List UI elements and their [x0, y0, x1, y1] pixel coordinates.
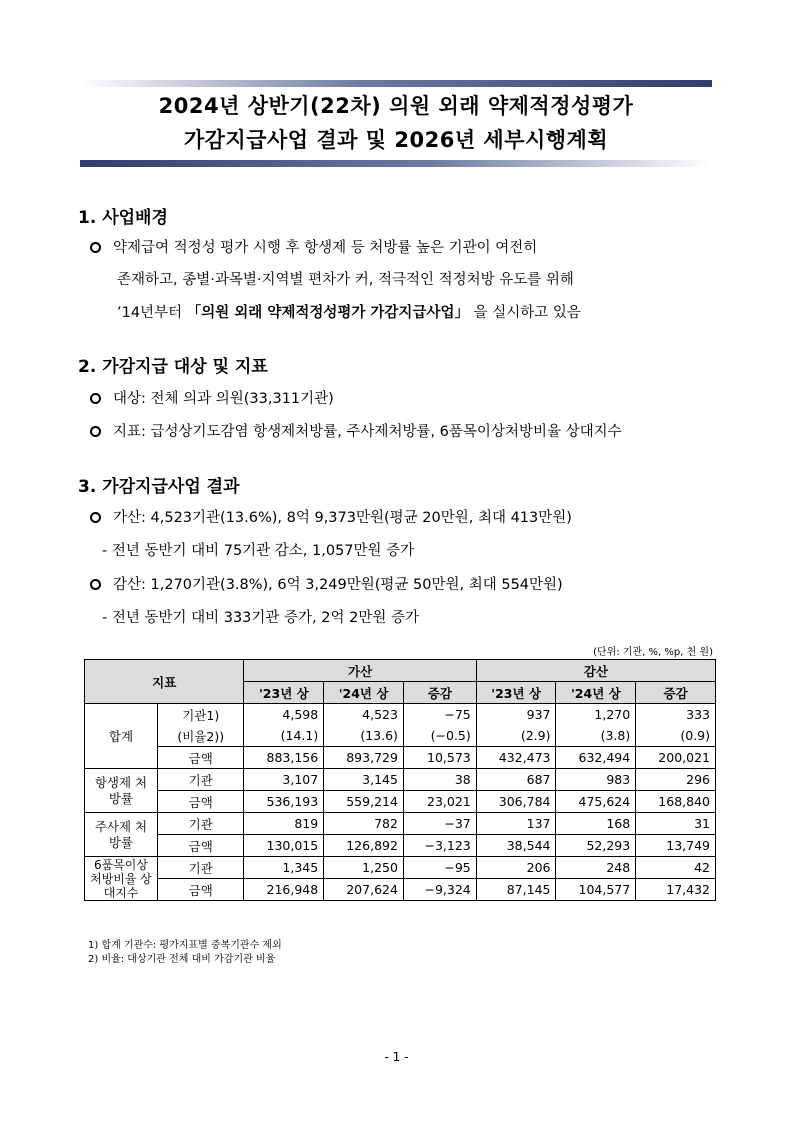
row-label: 기관	[158, 813, 244, 835]
section1-line3-pre: ’14년부터	[117, 305, 187, 321]
section3-heading: 3. 가감지급사업 결과	[78, 477, 240, 497]
th-indicator: 지표	[85, 660, 244, 704]
cell: 536,193	[244, 791, 324, 813]
section1-line2: 존재하고, 종별·과목별·지역별 편차가 커, 적극적인 적정처방 유도를 위해	[117, 272, 574, 288]
table-row	[85, 704, 716, 726]
row-label: 금액	[158, 879, 244, 901]
results-table	[84, 659, 716, 901]
row-label: (비율2))	[158, 725, 244, 747]
th-sub: '24년 상	[556, 682, 636, 704]
title-line-2: 가감지급사업 결과 및 2026년 세부시행계획	[183, 128, 609, 152]
title-top-bar	[80, 80, 712, 87]
cell: 31	[636, 813, 716, 835]
cell: 1,345	[244, 857, 324, 879]
bullet-circle-icon	[90, 426, 101, 437]
row-label: 금액	[158, 747, 244, 769]
cell: −95	[403, 857, 476, 879]
cell: 216,948	[244, 879, 324, 901]
bullet-circle-icon	[90, 512, 101, 523]
cell: 937	[476, 704, 556, 726]
th-sub: 증감	[636, 682, 716, 704]
cell: 3,107	[244, 769, 324, 791]
table-row	[85, 835, 716, 857]
cell: 296	[636, 769, 716, 791]
table-row	[85, 857, 716, 879]
cell: 87,145	[476, 879, 556, 901]
section3-minus-sub: - 전년 동반기 대비 333기관 증가, 2억 2만원 증가	[102, 610, 419, 626]
footnote-2: 2) 비율: 대상기관 전체 대비 가감기관 비율	[88, 954, 276, 965]
table-row	[85, 879, 716, 901]
group-label: 항생제 처방률	[85, 769, 158, 813]
cell: 207,624	[324, 879, 404, 901]
cell: 168	[556, 813, 636, 835]
row-label: 금액	[158, 835, 244, 857]
table-row	[85, 747, 716, 769]
page-number: - 1 -	[384, 1050, 409, 1064]
section2-target-text: 대상: 전체 의과 의원(33,311기관)	[113, 391, 334, 407]
th-sub: '23년 상	[476, 682, 556, 704]
cell: 104,577	[556, 879, 636, 901]
cell: 42	[636, 857, 716, 879]
cell: (3.8)	[556, 725, 636, 747]
table-row	[85, 791, 716, 813]
cell: 1,250	[324, 857, 404, 879]
cell: 248	[556, 857, 636, 879]
th-sub: '23년 상	[244, 682, 324, 704]
table-row	[85, 769, 716, 791]
cell: 17,432	[636, 879, 716, 901]
group-label: 합계	[85, 704, 158, 769]
title-line-1: 2024년 상반기(22차) 의원 외래 약제적정성평가	[158, 94, 634, 118]
cell: 687	[476, 769, 556, 791]
cell: 883,156	[244, 747, 324, 769]
cell: −3,123	[403, 835, 476, 857]
cell: 38,544	[476, 835, 556, 857]
th-plus: 가산	[244, 660, 476, 682]
th-sub: 증감	[403, 682, 476, 704]
cell: (14.1)	[244, 725, 324, 747]
cell: 23,021	[403, 791, 476, 813]
section1-program-name: 「의원 외래 약제적정성평가 가감지급사업」	[186, 305, 469, 321]
cell: (2.9)	[476, 725, 556, 747]
cell: 782	[324, 813, 404, 835]
cell: 38	[403, 769, 476, 791]
cell: 432,473	[476, 747, 556, 769]
bullet-circle-icon	[90, 393, 101, 404]
section3-plus	[90, 506, 572, 527]
cell: 1,270	[556, 704, 636, 726]
row-label: 기관	[158, 857, 244, 879]
cell: 3,145	[324, 769, 404, 791]
cell: 168,840	[636, 791, 716, 813]
cell: 4,523	[324, 704, 404, 726]
section2-indicator	[90, 420, 622, 441]
cell: 137	[476, 813, 556, 835]
section1-line3-post: 을 실시하고 있음	[468, 305, 581, 321]
bullet-circle-icon	[90, 579, 101, 590]
group-label: 주사제 처방률	[85, 813, 158, 857]
cell: −75	[403, 704, 476, 726]
footnote-1: 1) 합계 기관수: 평가지표별 중복기관수 제외	[88, 940, 282, 951]
cell: 559,214	[324, 791, 404, 813]
th-minus: 감산	[476, 660, 715, 682]
cell: 130,015	[244, 835, 324, 857]
title-box	[80, 80, 712, 168]
cell: −9,324	[403, 879, 476, 901]
table-row	[85, 813, 716, 835]
section1-line1	[90, 236, 537, 257]
cell: 52,293	[556, 835, 636, 857]
section1-text1: 약제급여 적정성 평가 시행 후 항생제 등 처방률 높은 기관이 여전히	[113, 240, 538, 256]
section2-indicator-text: 지표: 급성상기도감염 항생제처방률, 주사제처방률, 6품목이상처방비율 상대지수	[113, 424, 622, 440]
cell: (0.9)	[636, 725, 716, 747]
cell: −37	[403, 813, 476, 835]
cell: 819	[244, 813, 324, 835]
cell: 13,749	[636, 835, 716, 857]
cell: 4,598	[244, 704, 324, 726]
group-label: 6품목이상 처방비율 상대지수	[85, 857, 158, 901]
cell: (−0.5)	[403, 725, 476, 747]
row-label: 금액	[158, 791, 244, 813]
section2-heading: 2. 가감지급 대상 및 지표	[78, 357, 268, 377]
th-sub: '24년 상	[324, 682, 404, 704]
section3-plus-text: 가산: 4,523기관(13.6%), 8억 9,373만원(평균 20만원, 최대 413만원)	[113, 510, 572, 526]
cell: 126,892	[324, 835, 404, 857]
cell: 306,784	[476, 791, 556, 813]
cell: 206	[476, 857, 556, 879]
table-row	[85, 725, 716, 747]
cell: (13.6)	[324, 725, 404, 747]
cell: 632,494	[556, 747, 636, 769]
row-label: 기관1)	[158, 704, 244, 726]
cell: 983	[556, 769, 636, 791]
section3-plus-sub: - 전년 동반기 대비 75기관 감소, 1,057만원 증가	[102, 543, 415, 559]
cell: 10,573	[403, 747, 476, 769]
table-unit: (단위: 기관, %, %p, 천 원)	[593, 647, 713, 658]
section1-line3	[117, 301, 581, 322]
bullet-circle-icon	[90, 242, 101, 253]
cell: 893,729	[324, 747, 404, 769]
section2-target	[90, 387, 334, 408]
row-label: 기관	[158, 769, 244, 791]
cell: 475,624	[556, 791, 636, 813]
cell: 200,021	[636, 747, 716, 769]
section1-heading: 1. 사업배경	[78, 208, 168, 228]
section3-minus-text: 감산: 1,270기관(3.8%), 6억 3,249만원(평균 50만원, 최대 554만원)	[113, 577, 563, 593]
cell: 333	[636, 704, 716, 726]
section3-minus	[90, 573, 563, 594]
title-bottom-bar	[80, 160, 712, 167]
